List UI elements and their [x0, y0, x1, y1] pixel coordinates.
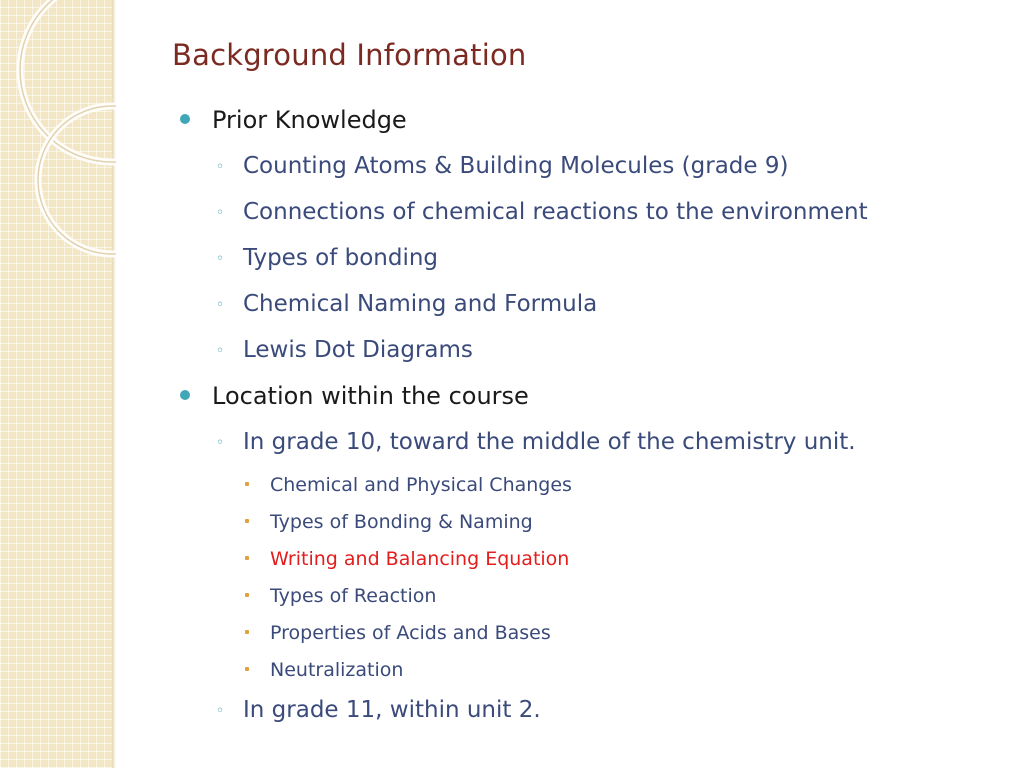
sub-sub-bullet-text: Types of Bonding & Naming [270, 511, 533, 533]
square-bullet-icon [245, 667, 249, 671]
sub-sub-bullet-text: Chemical and Physical Changes [270, 474, 572, 496]
square-bullet-icon [245, 630, 249, 634]
sub-sub-bullet-highlighted [180, 544, 1000, 581]
sub-bullet [180, 194, 1000, 240]
sub-sub-bullet [180, 581, 1000, 618]
bullet-text: Prior Knowledge [212, 106, 407, 134]
square-bullet-icon [245, 556, 249, 560]
sub-bullet [180, 332, 1000, 378]
sub-sub-bullet [180, 655, 1000, 692]
decorative-rings-icon [0, 0, 116, 300]
sub-sub-bullet-text: Types of Reaction [270, 585, 437, 607]
square-bullet-icon [245, 593, 249, 597]
sub-bullet-text: In grade 10, toward the middle of the chemistry unit. [243, 429, 856, 455]
ring-bullet-icon: ◦ [216, 703, 225, 719]
bullet-prior-knowledge [180, 102, 1000, 148]
sub-sub-bullet [180, 507, 1000, 544]
sub-bullet-text: Chemical Naming and Formula [243, 291, 598, 317]
square-bullet-icon [245, 519, 249, 523]
sub-bullet-text: Connections of chemical reactions to the environment [243, 199, 868, 225]
sub-bullet [180, 240, 1000, 286]
ring-bullet-icon: ◦ [216, 343, 225, 359]
sub-bullet-text: Counting Atoms & Building Molecules (grade 9) [243, 153, 789, 179]
bullet-text: Location within the course [212, 382, 529, 410]
ring-bullet-icon: ◦ [216, 205, 225, 221]
bullet-dot-icon [180, 390, 190, 400]
ring-bullet-icon: ◦ [216, 159, 225, 175]
slide-title: Background Information [172, 38, 527, 72]
ring-bullet-icon: ◦ [216, 251, 225, 267]
bullet-dot-icon [180, 114, 190, 124]
sub-bullet [180, 424, 1000, 470]
sub-bullet [180, 692, 1000, 738]
sub-bullet [180, 148, 1000, 194]
sub-bullet-text: Lewis Dot Diagrams [243, 337, 473, 363]
sub-bullet-text: Types of bonding [243, 245, 439, 271]
ring-bullet-icon: ◦ [216, 435, 225, 451]
sub-sub-bullet [180, 618, 1000, 655]
sub-sub-bullet-text: Writing and Balancing Equation [270, 548, 570, 570]
sub-sub-bullet-text: Neutralization [270, 659, 404, 681]
ring-bullet-icon: ◦ [216, 297, 225, 313]
square-bullet-icon [245, 482, 249, 486]
bullet-location [180, 378, 1000, 424]
sub-bullet [180, 286, 1000, 332]
sub-sub-bullet [180, 470, 1000, 507]
slide-content [180, 102, 1000, 738]
sub-sub-bullet-text: Properties of Acids and Bases [270, 622, 551, 644]
sub-bullet-text: In grade 11, within unit 2. [243, 697, 541, 723]
